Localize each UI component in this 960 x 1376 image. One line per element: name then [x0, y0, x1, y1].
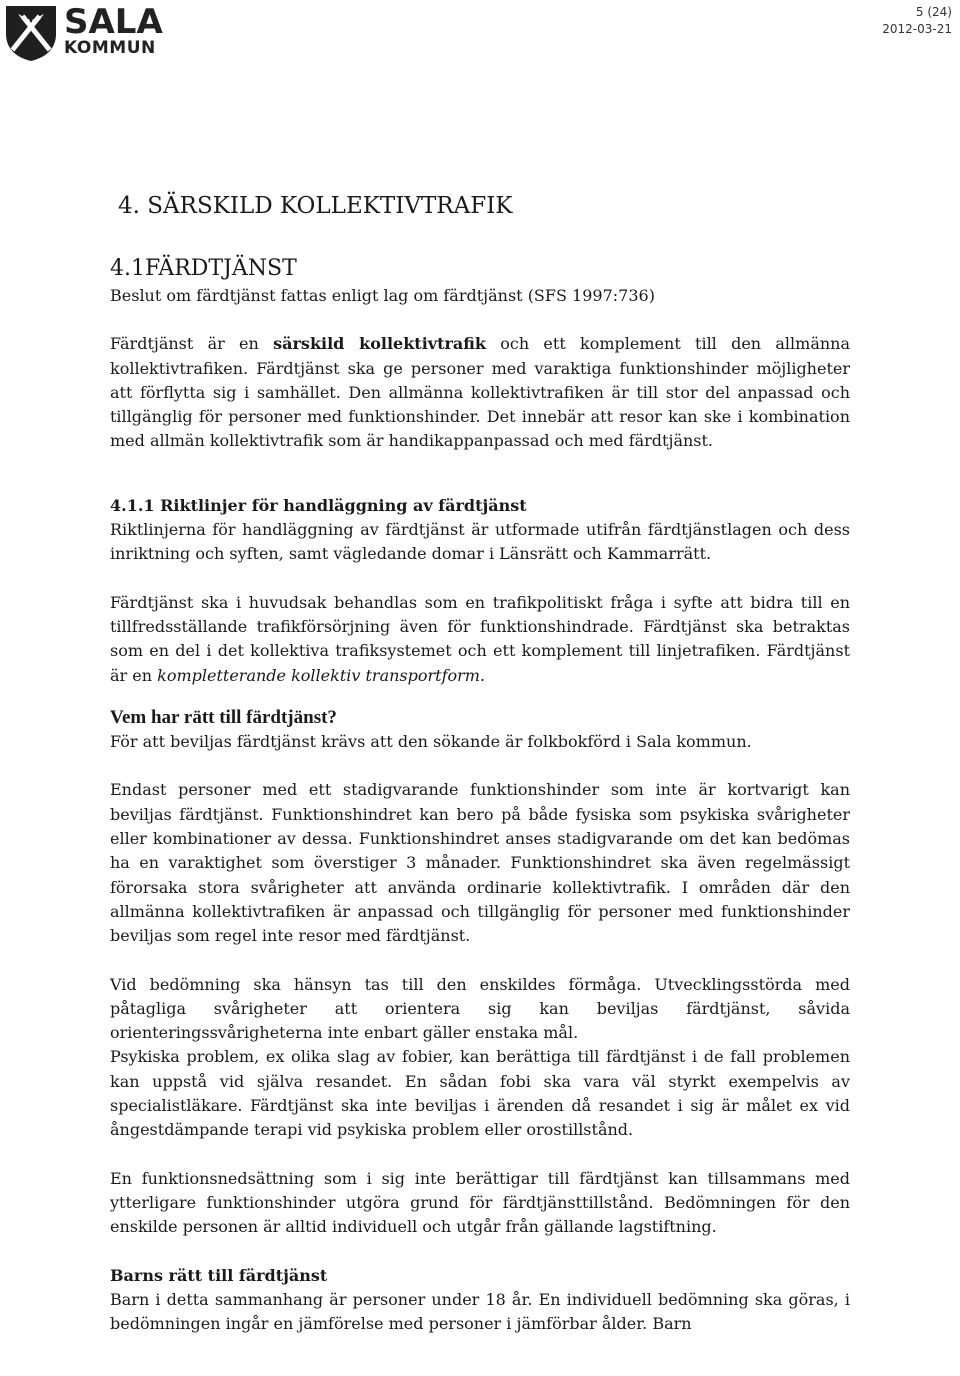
page-meta — [882, 4, 952, 38]
huvudsak-text-b: . — [479, 665, 486, 685]
paragraph-funktionsnedsattning: En funktionsnedsättning som i sig inte berättigar till färdtjänst kan tillsammans med ytterligare funktionshinder utgöra grund för färdtjänsttillstånd. Bedömningen för den enskilde personen är alltid individuell och utgår från gällande lagstiftning. — [110, 1168, 850, 1237]
document-date: 2012-03-21 — [882, 22, 952, 36]
logo-sub: KOMMUN — [64, 38, 156, 58]
paragraph-intro — [110, 332, 850, 453]
paragraph-endast: Endast personer med ett stadigvarande funktionshinder som inte är kortvarigt kan beviljas färdtjänst. Funktionshindret kan bero på både fysiska som psykiska svårigheter eller kombinationer av dessa. Funktionshindret anses stadigvarande om det kan bedömas ha en varaktighet som överstiger 3 månader. Funktionshindret ska även regelmässigt förorsaka stora svårigheter att använda ordinarie kollektivtrafik. I områden där den allmänna kollektivtrafiken är anpassad och tillgänglig för personer med funktionshinder beviljas som regel inte resor med färdtjänst. — [110, 780, 850, 946]
shield-icon — [4, 4, 58, 62]
sala-kommun-logo — [4, 2, 163, 62]
paragraph-riktlinjer: Riktlinjerna för handläggning av färdtjänst är utformade utifrån färdtjänstlagen och dess inriktning och syften, samt vägledande domar i Länsrätt och Kammarrätt. — [110, 520, 850, 564]
logo-name: SALA — [64, 2, 163, 42]
page-number: 5 (24) — [915, 5, 952, 19]
intro-text-b: och ett komplement till den allmänna kollektivtrafiken. Färdtjänst ska ge personer med varaktiga funktionshinder möjligheter att förflytta sig i samhället. Den allmänna kollektivtrafiken är till stor del anpassad och tillgänglig för personer med funktionshinder. Det innebär att resor kan ske i kombination med allmän kollektivtrafik som är handikappanpassad och med färdtjänst. — [110, 334, 851, 451]
heading-sarskild-kollektivtrafik: 4. SÄRSKILD KOLLEKTIVTRAFIK — [118, 193, 513, 219]
paragraph-barn: Barn i detta sammanhang är personer under 18 år. En individuell bedömning ska göras, i bedömningen ingår en jämförelse med personer i jämförbar ålder. Barn — [110, 1289, 850, 1334]
paragraph-vid-bedomning: Vid bedömning ska hänsyn tas till den enskildes förmåga. Utvecklingsstörda med påtagliga svårigheter att orientera sig kan beviljas färdtjänst, såvida orienteringssvårigheterna inte enbart gäller enstaka mål. — [110, 974, 850, 1043]
heading-fardtjanst: 4.1FÄRDTJÄNST — [110, 256, 297, 281]
heading-riktlinjer: 4.1.1 Riktlinjer för handläggning av färdtjänst — [110, 495, 527, 515]
huvudsak-italic: kompletterande kollektiv transportform — [157, 665, 480, 685]
heading-vem-har-ratt: Vem har rätt till färdtjänst? — [110, 706, 337, 728]
paragraph-folkbokford: För att beviljas färdtjänst krävs att den sökande är folkbokförd i Sala kommun. — [110, 732, 752, 752]
page-header — [0, 0, 960, 70]
intro-bold: särskild kollektivtrafik — [273, 334, 486, 354]
huvudsak-text-a: Färdtjänst ska i huvudsak behandlas som en trafikpolitiskt fråga i syfte att bidra till en tillfredsställande trafikförsörjning även för funktionshindrade. Färdtjänst ska betraktas som en del i det kollektiva trafiksystemet och ett komplement till linjetrafiken. Färdtjänst är en — [110, 592, 850, 685]
document-body — [110, 190, 850, 1336]
paragraph-huvudsak — [110, 591, 850, 688]
intro-text-a: Färdtjänst är en — [110, 334, 274, 354]
heading-barns-ratt: Barns rätt till färdtjänst — [110, 1265, 328, 1285]
paragraph-beslut: Beslut om färdtjänst fattas enligt lag om färdtjänst (SFS 1997:736) — [110, 286, 655, 305]
paragraph-psykiska: Psykiska problem, ex olika slag av fobier, kan berättiga till färdtjänst i de fall problemen kan uppstå vid själva resandet. En sådan fobi ska vara väl styrkt exempelvis av specialistläkare. Färdtjänst ska inte beviljas i ärenden då resandet i sig är målet ex vid ångestdämpande terapi vid psykiska problem eller orostillstånd. — [110, 1047, 850, 1140]
